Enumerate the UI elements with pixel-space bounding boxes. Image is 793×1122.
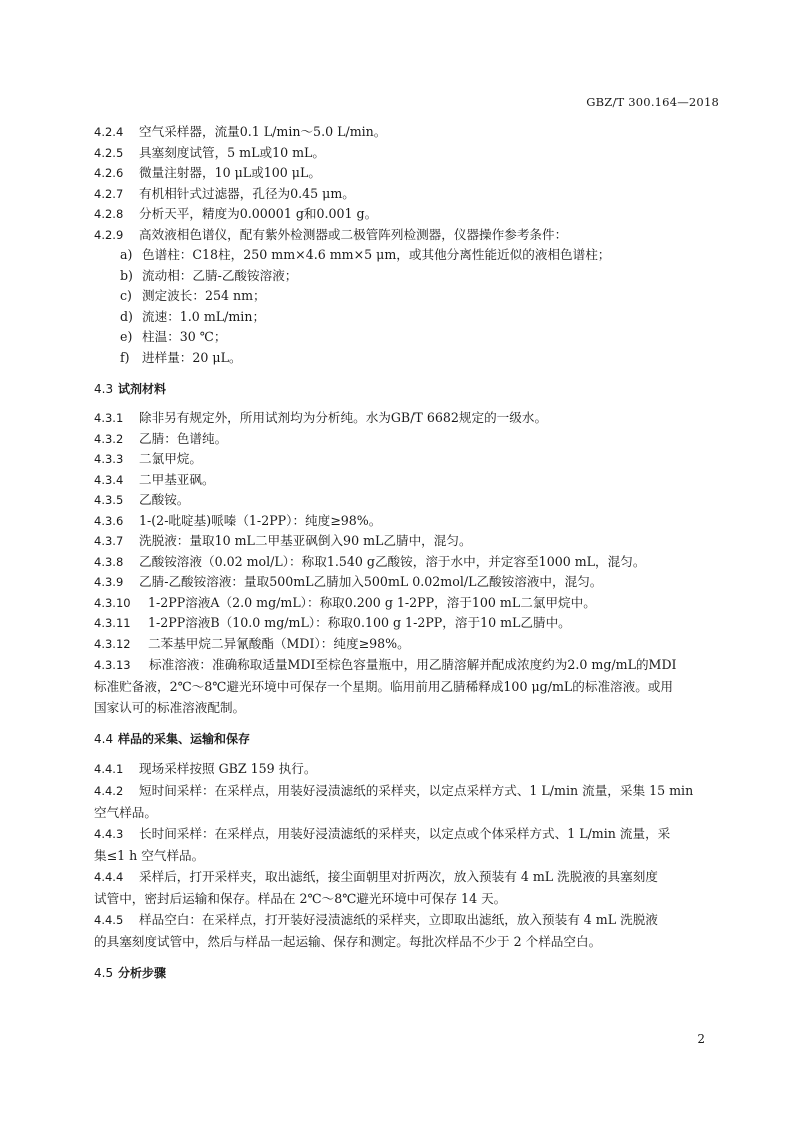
clause-number: 4.3.12: [94, 636, 131, 651]
clause-number: 4.3.6: [94, 513, 124, 528]
hplc-condition-a: [94, 245, 720, 266]
section-title: 试剂材料: [118, 382, 167, 396]
clause-4-4-2: [94, 780, 720, 823]
clause-number: 4.3.10: [94, 595, 131, 610]
clause-4-3-6: [94, 511, 720, 532]
clause-text: 微量注射器，10 μL或100 μL。: [139, 165, 321, 180]
clause-number: 4.3.11: [94, 616, 131, 630]
clause-text-line-1: 样品空白：在采样点，打开装好浸渍滤纸的采样夹，立即取出滤纸，放入预装有 4 mL 洗脱液: [139, 912, 658, 927]
list-letter: f): [120, 349, 130, 365]
hplc-condition-b: [94, 266, 720, 287]
clause-number: 4.4.2: [94, 784, 124, 798]
clause-text-line-3: 国家认可的标准溶液配制。: [94, 700, 246, 715]
list-text: 色谱柱：C18柱，250 mm×4.6 mm×5 μm，或其他分离性能近似的液相色谱柱；: [142, 247, 611, 262]
clause-4-3-3: [94, 449, 720, 470]
clause-number: 4.2.7: [94, 186, 124, 201]
page-number: 2: [697, 1032, 705, 1046]
clause-4-3-10: [94, 593, 720, 614]
clause-text-line-2: 标准贮备液，2℃～8℃避光环境中可保存一个星期。临用前用乙腈稀释成100 μg/mL的标准溶液。或用: [94, 679, 674, 694]
hplc-condition-f: [94, 348, 720, 369]
clause-number: 4.3.2: [94, 431, 124, 446]
clause-text-line-2: 空气样品。: [94, 805, 157, 820]
clause-text: 具塞刻度试管，5 mL或10 mL。: [139, 144, 325, 160]
clause-4-2-8: [94, 204, 720, 225]
clause-4-3-9: [94, 572, 720, 593]
clause-number: 4.3.7: [94, 534, 124, 548]
clause-number: 4.3.3: [94, 452, 124, 466]
clause-text: 乙酸铵。: [139, 492, 190, 507]
clause-4-4-4: [94, 866, 720, 909]
clause-text: 有机相针式过滤器，孔径为0.45 μm。: [139, 185, 355, 201]
clause-4-3-11: [94, 613, 720, 634]
list-text: 进样量：20 μL。: [142, 349, 242, 365]
clause-text: 二甲基亚砜。: [139, 471, 215, 487]
clause-text-line-2: 的具塞刻度试管中，然后与样品一起运输、保存和测定。每批次样品不少于 2 个样品空白。: [94, 934, 602, 949]
section-number: 4.3: [94, 382, 114, 396]
clause-number: 4.3.8: [94, 554, 124, 569]
clause-text: 1-2PP溶液B（10.0 mg/mL）：称取0.100 g 1-2PP，溶于10 mL乙腈中。: [148, 615, 571, 630]
list-letter: a): [120, 247, 133, 262]
clause-number: 4.4.1: [94, 762, 124, 776]
document-body: [94, 122, 720, 984]
hplc-condition-e: [94, 327, 720, 348]
clause-4-2-5: [94, 143, 720, 164]
clause-text-line-1: 现场采样按照 GBZ 159 执行。: [139, 761, 317, 776]
clause-4-3-5: [94, 490, 720, 511]
clause-text: 高效液相色谱仪，配有紫外检测器或二极管阵列检测器，仪器操作参考条件：: [139, 226, 568, 242]
clause-text: 1-(2-吡啶基)哌嗪（1-2PP）：纯度≥98%。: [139, 512, 382, 528]
clause-4-2-9: [94, 225, 720, 246]
clause-text: 空气采样器，流量0.1 L/min～5.0 L/min。: [139, 124, 387, 139]
clause-number: 4.3.13: [94, 658, 131, 672]
list-text: 测定波长：254 nm；: [142, 288, 266, 303]
clause-4-3-12: [94, 634, 720, 655]
clause-4-3-13: [94, 654, 720, 718]
clause-number: 4.4.3: [94, 827, 124, 841]
clause-number: 4.3.9: [94, 575, 124, 589]
clause-text: 二苯基甲烷二异氰酸酯（MDI）：纯度≥98%。: [148, 635, 410, 651]
clause-text: 除非另有规定外，所用试剂均为分析纯。水为GB/T 6682规定的一级水。: [139, 410, 548, 425]
clause-4-3-7: [94, 531, 720, 552]
clause-4-3-8: [94, 552, 720, 573]
clause-4-3-4: [94, 470, 720, 491]
clause-4-4-3: [94, 823, 720, 866]
section-heading-4-5: [94, 963, 720, 984]
clause-text-line-1: 短时间采样：在采样点，用装好浸渍滤纸的采样夹，以定点采样方式、1 L/min 流量，采集 15 min: [139, 783, 694, 798]
list-letter: d): [120, 308, 133, 324]
clause-text-line-1: 采样后，打开采样夹，取出滤纸，接尘面朝里对折两次，放入预装有 4 mL 洗脱液的具塞刻度: [139, 869, 658, 884]
section-title: 样品的采集、运输和保存: [118, 732, 251, 746]
clause-number: 4.3.5: [94, 493, 124, 507]
list-letter: e): [120, 329, 133, 344]
clause-text: 乙腈-乙酸铵溶液：量取500mL乙腈加入500mL 0.02mol/L乙酸铵溶液中，混匀。: [139, 574, 603, 589]
clause-4-2-7: [94, 184, 720, 205]
list-text: 流动相：乙腈-乙酸铵溶液；: [142, 267, 298, 283]
section-heading-4-3: [94, 379, 720, 400]
standard-code-header: GBZ/T 300.164—2018: [586, 95, 719, 109]
list-letter: c): [120, 288, 132, 303]
clause-text-line-2: 试管中，密封后运输和保存。样品在 2℃～8℃避光环境中可保存 14 天。: [94, 891, 507, 906]
section-title: 分析步骤: [118, 966, 167, 980]
clause-text-line-1: 长时间采样：在采样点，用装好浸渍滤纸的采样夹，以定点或个体采样方式、1 L/min 流量，采: [139, 826, 671, 841]
list-text: 柱温：30 ℃；: [142, 329, 227, 344]
clause-text: 洗脱液：量取10 mL二甲基亚砜倒入90 mL乙腈中，混匀。: [139, 533, 472, 548]
clause-4-4-1: [94, 758, 720, 780]
clause-text-line-2: 集≤1 h 空气样品。: [94, 848, 205, 863]
section-number: 4.5: [94, 966, 114, 980]
hplc-condition-c: [94, 286, 720, 307]
clause-text-line-1: 标准溶液：准确称取适量MDI至棕色容量瓶中，用乙腈溶解并配成浓度约为2.0 mg/mL的MDI: [149, 657, 677, 672]
clause-number: 4.2.6: [94, 166, 124, 180]
clause-4-3-1: [94, 408, 720, 429]
section-number: 4.4: [94, 732, 114, 746]
clause-number: 4.3.1: [94, 411, 124, 425]
clause-text: 分析天平，精度为0.00001 g和0.001 g。: [139, 206, 378, 221]
list-text: 流速：1.0 mL/min；: [142, 308, 266, 324]
clause-4-2-4: [94, 122, 720, 143]
clause-number: 4.4.5: [94, 913, 124, 927]
clause-number: 4.2.9: [94, 227, 124, 242]
clause-number: 4.2.8: [94, 207, 124, 221]
section-heading-4-4: [94, 729, 720, 750]
clause-text: 二氯甲烷。: [139, 451, 202, 466]
clause-4-4-5: [94, 909, 720, 952]
clause-text: 1-2PP溶液A（2.0 mg/mL）：称取0.200 g 1-2PP，溶于100 mL二氯甲烷中。: [148, 594, 596, 610]
clause-text: 乙腈：色谱纯。: [139, 430, 228, 446]
clause-4-2-6: [94, 163, 720, 184]
hplc-condition-d: [94, 307, 720, 328]
clause-text: 乙酸铵溶液（0.02 mol/L）：称取1.540 g乙酸铵，溶于水中，并定容至1000 mL，混匀。: [139, 553, 646, 569]
clause-number: 4.4.4: [94, 870, 124, 884]
clause-number: 4.2.5: [94, 145, 124, 160]
clause-4-3-2: [94, 429, 720, 450]
clause-number: 4.2.4: [94, 125, 124, 139]
list-letter: b): [120, 267, 133, 283]
clause-number: 4.3.4: [94, 472, 124, 487]
